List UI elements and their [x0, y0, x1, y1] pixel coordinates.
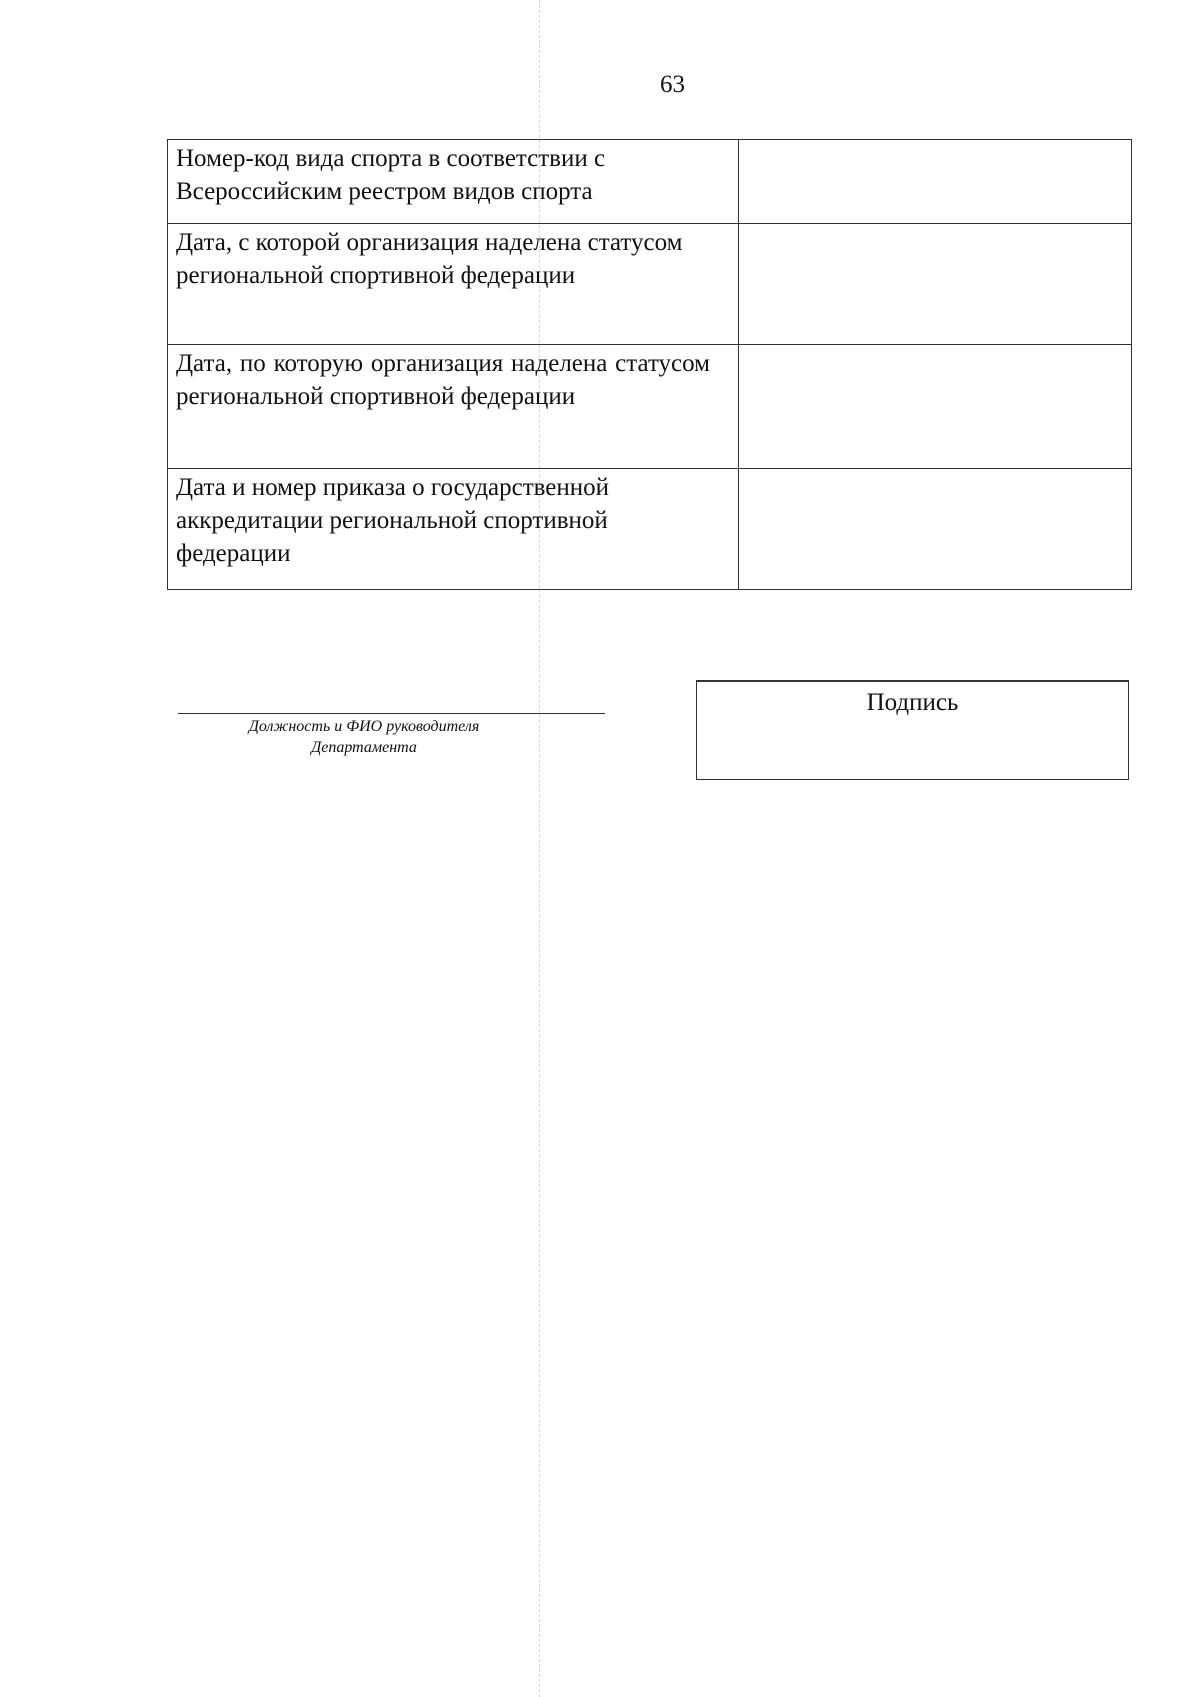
- row-label-sport-code: Номер-код вида спорта в соответствии с Всероссийским реестром видов спорта: [168, 140, 739, 224]
- row-label-status-end-date: Дата, по которую организация наделена статусом региональной спортивной федерации: [168, 345, 739, 469]
- row-label-accreditation-order: Дата и номер приказа о государственной аккредитации региональной спортивной федерации: [168, 469, 739, 590]
- row-value-status-end-date[interactable]: [739, 345, 1132, 469]
- table-row: [168, 140, 1132, 224]
- row-label-status-start-date: Дата, с которой организация наделена статусом региональной спортивной федерации: [168, 224, 739, 345]
- page-number: 63: [660, 71, 685, 98]
- row-value-accreditation-order[interactable]: [739, 469, 1132, 590]
- row-value-status-start-date[interactable]: [739, 224, 1132, 345]
- table-row: [168, 469, 1132, 590]
- signature-box-label: Подпись: [866, 689, 959, 716]
- signature-line: [178, 713, 605, 714]
- federation-info-table: [167, 139, 1132, 590]
- table-row: [168, 224, 1132, 345]
- table-row: [168, 345, 1132, 469]
- signature-box[interactable]: [696, 680, 1129, 780]
- row-value-sport-code[interactable]: [739, 140, 1132, 224]
- signature-caption: [178, 716, 550, 758]
- signature-caption-position: Должность и ФИО руководителя: [248, 718, 480, 735]
- signature-caption-department: Департамента: [311, 739, 417, 756]
